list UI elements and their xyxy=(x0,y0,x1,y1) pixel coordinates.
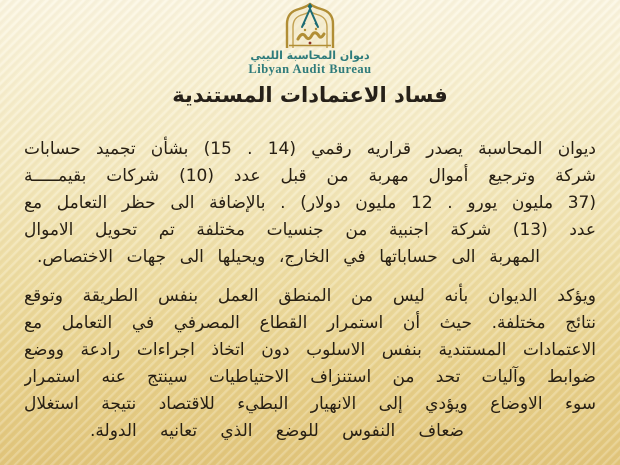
body-line: ديوان المحاسبة يصدر قراريه رقمي (14 . 15) بشأن تجميد حسابات xyxy=(24,139,596,159)
logo-name-arabic: ديوان المحاسبة الليبي xyxy=(250,49,370,62)
logo-block xyxy=(0,2,620,76)
body-line: المهربة الى حساباتها في الخارج، ويحيلها الى جهات الاختصاص. xyxy=(37,247,540,267)
paragraph-1 xyxy=(24,136,596,271)
body-line: ضوابط وآليات تحد من استنزاف الاحتياطيات سينتج عنه استمرار xyxy=(24,367,596,387)
body-line: الاعتمادات المستندية بنفس الاسلوب دون اتخاذ اجراءات رادعة ووضع xyxy=(24,340,596,360)
body-text xyxy=(24,136,596,445)
body-line: عدد (13) شركة اجنبية من جنسيات مختلفة تم تحويل الاموال xyxy=(24,220,596,240)
paragraph-2 xyxy=(24,283,596,445)
body-line: نتائج مختلفة. حيث أن استمرار القطاع المصرفي في التعامل مع xyxy=(24,313,596,333)
logo-name-english: Libyan Audit Bureau xyxy=(248,62,372,76)
page-title: فساد الاعتمادات المستندية xyxy=(172,83,448,107)
body-line: سوء الاوضاع ويؤدي إلى الانهيار البطيء للاقتصاد نتيجة استغلال xyxy=(24,394,596,414)
body-line: ويؤكد الديوان بأنه ليس من المنطق العمل بنفس الطريقة وتوقع xyxy=(24,286,596,306)
audit-bureau-emblem-icon xyxy=(279,2,341,49)
body-line: (37 مليون يورو . 12 مليون دولار) . بالإضافة الى حظر التعامل مع xyxy=(24,193,596,213)
body-line: شركة وترجيع أموال مهربة من قبل عدد (10) شركات بقيمـــــة xyxy=(24,166,596,186)
body-line: ضعاف النفوس للوضع الذي تعانيه الدولة. xyxy=(90,421,464,441)
